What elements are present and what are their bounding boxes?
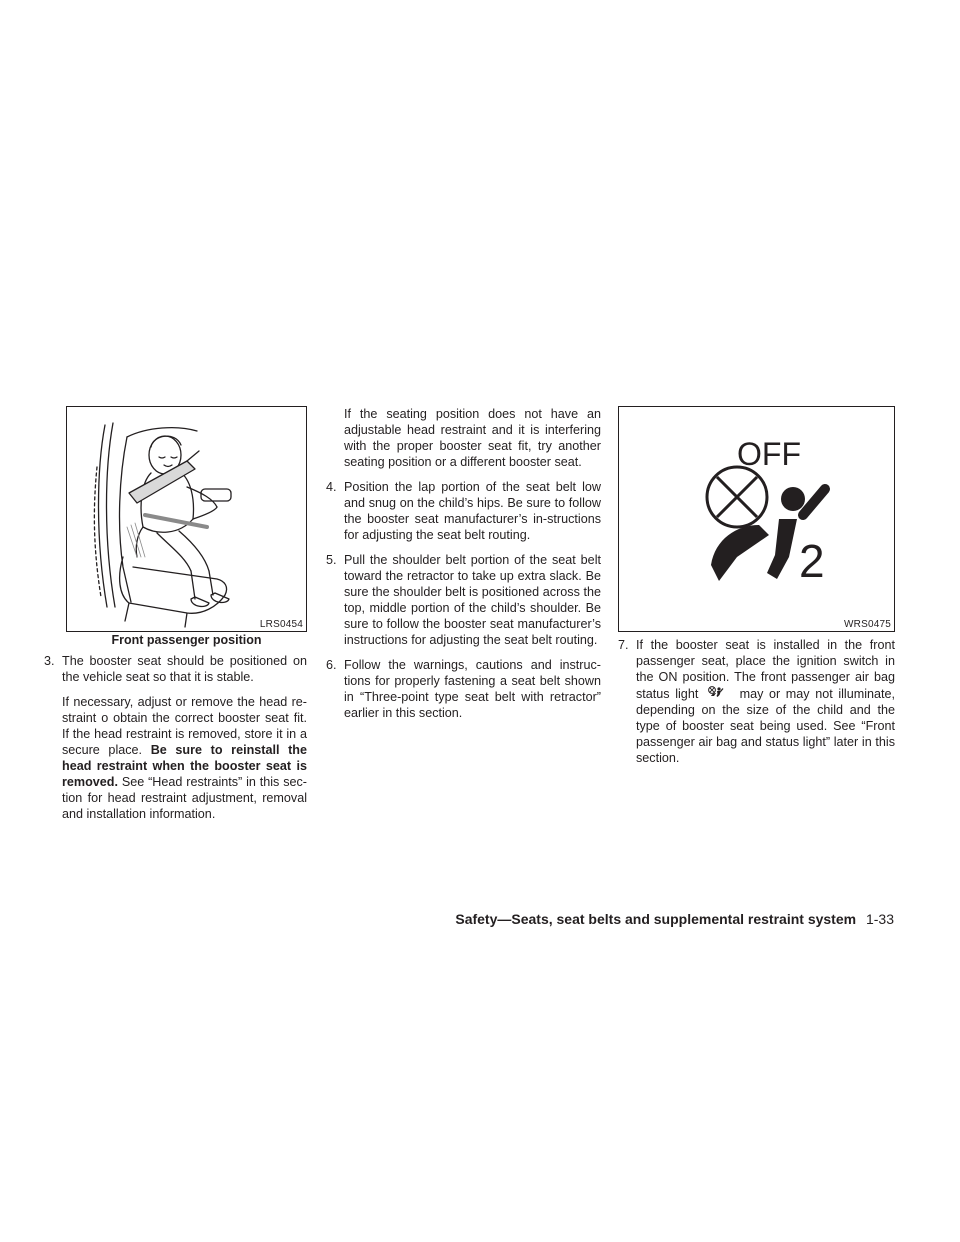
passenger-airbag-status-light-icon	[704, 685, 734, 699]
item-text-continued: may or may not illuminate, depending on the size of the child and the type of booster seat being used. See “Front passenger air bag and status light” later in this section.	[636, 687, 896, 765]
off-label: OFF	[737, 436, 801, 472]
list-item-7	[618, 637, 895, 766]
column-3	[618, 637, 895, 775]
list-item-4	[326, 479, 601, 543]
item-text: If the booster seat is installed in the front passenger seat, place the ignition switch in the ON position. The front passenger air bag status light	[636, 638, 895, 701]
column-1	[44, 653, 307, 822]
item-text: Follow the warnings, cautions and instruc-tions for properly fastening a seat belt shown in “Three-point type seat belt with retractor” earlier in this section.	[344, 658, 601, 720]
head-restraint-paragraph	[62, 694, 307, 822]
item-number: 3.	[44, 654, 55, 668]
item-text: Position the lap portion of the seat belt low and snug on the child’s hips. Be sure to follow the booster seat manufacturer’s in-structions for adjusting the seat belt routing.	[344, 480, 601, 542]
figure-booster-seat	[66, 406, 307, 632]
list-item-6	[326, 657, 601, 721]
item-text: The booster seat should be positioned on the vehicle seat so that it is stable.	[62, 654, 307, 684]
list-item-5	[326, 552, 601, 648]
figure-code: LRS0454	[259, 619, 303, 630]
item-text-wrapper	[636, 637, 895, 766]
item-text: Pull the shoulder belt portion of the seat belt toward the retractor to take up extra slack. Be sure the shoulder belt is positioned across the top, middle portion of the child’s shoulder. Be sure to follow the booster seat manufacturer’s instructions for adjusting the seat belt routing.	[344, 553, 601, 647]
airbag-off-indicator-icon	[619, 407, 894, 631]
figure-code: WRS0475	[844, 619, 891, 630]
list-item-3	[44, 653, 307, 685]
paragraph-text: If necessary, adjust or remove the head re-straint o obtain the correct booster seat fit. If the head restraint is removed, store it in a secure place.	[62, 695, 307, 757]
item-number: 7.	[618, 638, 629, 652]
figure-airbag-off-indicator	[618, 406, 895, 632]
item-number: 4.	[326, 480, 337, 494]
item-number: 5.	[326, 553, 337, 567]
intro-paragraph: If the seating position does not have an adjustable head restraint and it is interfering with the proper booster seat fit, try another seating position or a different booster seat.	[344, 407, 601, 469]
seat-number: 2	[799, 535, 825, 587]
section-title: Safety—Seats, seat belts and supplemental restraint system	[455, 911, 857, 927]
page-footer	[455, 911, 894, 927]
page-number: 1-33	[865, 911, 894, 927]
item-number: 6.	[326, 658, 337, 672]
column-2	[326, 406, 601, 730]
figure-caption: Front passenger position	[111, 633, 262, 647]
paragraph-text-continued: See “Head restraints” in this sec-tion for head restraint adjustment, removal and installation information.	[62, 775, 307, 821]
warning-bold-text: Be sure to reinstall the head restraint when the booster seat is removed.	[62, 743, 307, 789]
child-booster-seat-illustration	[67, 407, 306, 631]
